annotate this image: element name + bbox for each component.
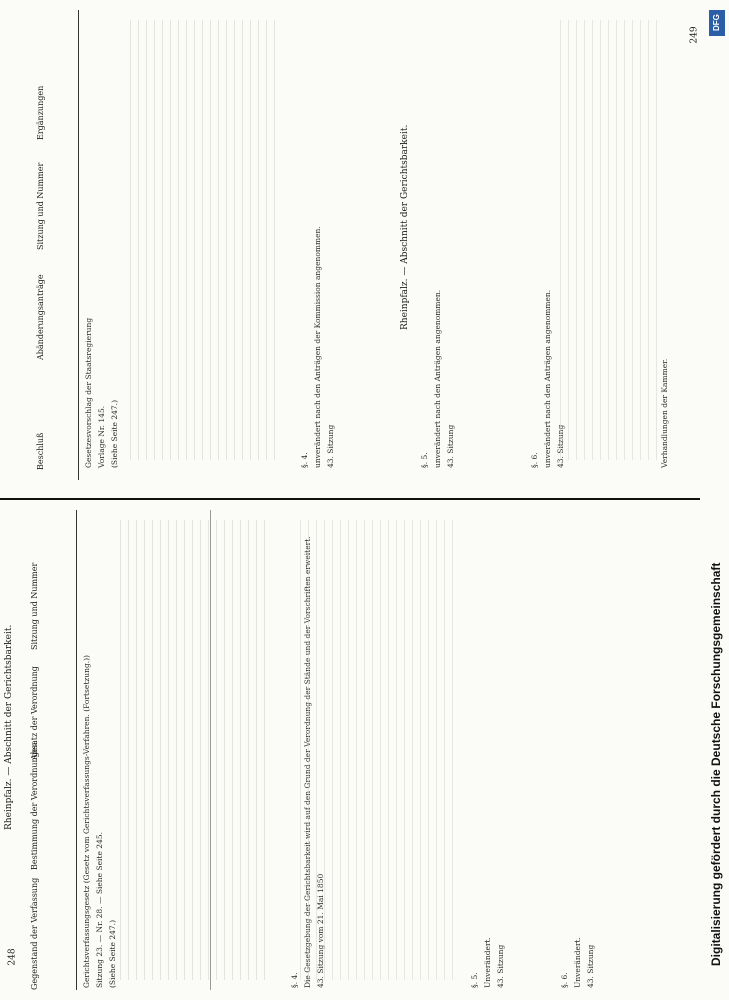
row-1-section: Gesetzesvorschlag der Staatsregierung xyxy=(84,317,93,468)
row-4-section: §. 6. xyxy=(530,452,539,468)
row-4-text: unverändert nach den Anträgen angenommen. xyxy=(543,289,552,468)
row-2-text: Die Gesetzgebung der Gerichtsbarkeit wird auf den Grund der Verordnung der Stände und der Vorschriften erweitert. xyxy=(303,536,312,988)
column-header-1: Beschluß xyxy=(36,432,45,470)
column-header-2: Bestimmung der Verordnungen xyxy=(30,742,39,870)
row-1-note: (Siehe Seite 247.) xyxy=(108,920,117,988)
column-header-3: Sitzung und Nummer xyxy=(36,162,45,250)
row-3-section: §. 5. xyxy=(470,972,479,988)
footer-text: Verhandlungen der Kammer. xyxy=(660,358,669,468)
left-page xyxy=(0,500,700,1000)
row-1 xyxy=(84,18,123,468)
column-headers xyxy=(30,520,76,990)
page-divider xyxy=(0,498,700,500)
digitization-credit: Digitalisierung gefördert durch die Deutsche Forschungsgemeinschaft xyxy=(709,562,723,966)
row-4-sitzung: 43. Sitzung xyxy=(586,944,595,988)
right-page xyxy=(0,0,700,495)
scan-texture xyxy=(130,20,280,460)
column-header-4: Ergänzungen xyxy=(36,85,45,140)
row-1-section: Gerichtsverfassungsgesetz (Gesetz vom Gerichtsverfassungs-Verfahren. (Fortsetzung.)) xyxy=(82,655,91,988)
row-3-sitzung: 43. Sitzung xyxy=(446,424,455,468)
column-header-3: Absatz der Verordnung xyxy=(30,666,39,760)
row-4-section: §. 6. xyxy=(560,972,569,988)
column-headers xyxy=(36,20,78,470)
row-2 xyxy=(300,18,339,468)
row-1-note: (Siehe Seite 247.) xyxy=(110,400,119,468)
scan-texture xyxy=(120,520,270,980)
header-rule xyxy=(76,510,77,990)
page-number: 249 xyxy=(689,26,700,44)
page-footer xyxy=(660,168,673,468)
row-1-ref: Sitzung 23. — Nr. 28. — Siehe Seite 245. xyxy=(95,832,104,988)
row-3-sitzung: 43. Sitzung xyxy=(496,944,505,988)
row-2-section: §. 4. xyxy=(290,972,299,988)
column-header-4: Sitzung und Nummer xyxy=(30,562,39,650)
row-2-sitzung: 43. Sitzung vom 21. Mai 1850 xyxy=(316,873,325,988)
scan-texture xyxy=(560,20,660,460)
running-head: Rheinpfalz. — Abschnitt der Gerichtsbarkeit. xyxy=(400,124,410,330)
row-1-ref: Vorlage Nr. 145. xyxy=(97,405,106,468)
row-4 xyxy=(560,518,599,988)
dfg-logo: DFG xyxy=(709,10,725,36)
dfg-credit-strip xyxy=(707,8,727,968)
row-3 xyxy=(470,518,509,988)
column-header-1: Gegenstand der Verfassung xyxy=(30,877,39,990)
row-4-sitzung: 43. Sitzung xyxy=(556,424,565,468)
row-2-text: unverändert nach den Anträgen der Kommission angenommen. xyxy=(313,226,322,468)
row-3-text: Unverändert. xyxy=(483,937,492,988)
row-1 xyxy=(82,518,121,988)
row-4-text: Unverändert. xyxy=(573,937,582,988)
row-2-sitzung: 43. Sitzung xyxy=(326,424,335,468)
scan-texture xyxy=(300,520,460,980)
row-2-section: §. 4. xyxy=(300,452,309,468)
running-head: Rheinpfalz. — Abschnitt der Gerichtsbarkeit. xyxy=(4,624,14,830)
row-3 xyxy=(420,18,459,468)
row-3-section: §. 5. xyxy=(420,452,429,468)
row-3-text: unverändert nach den Anträgen angenommen. xyxy=(433,289,442,468)
header-rule xyxy=(78,10,79,480)
page-number: 248 xyxy=(7,948,18,966)
column-header-2: Abänderungsanträge xyxy=(36,274,45,360)
